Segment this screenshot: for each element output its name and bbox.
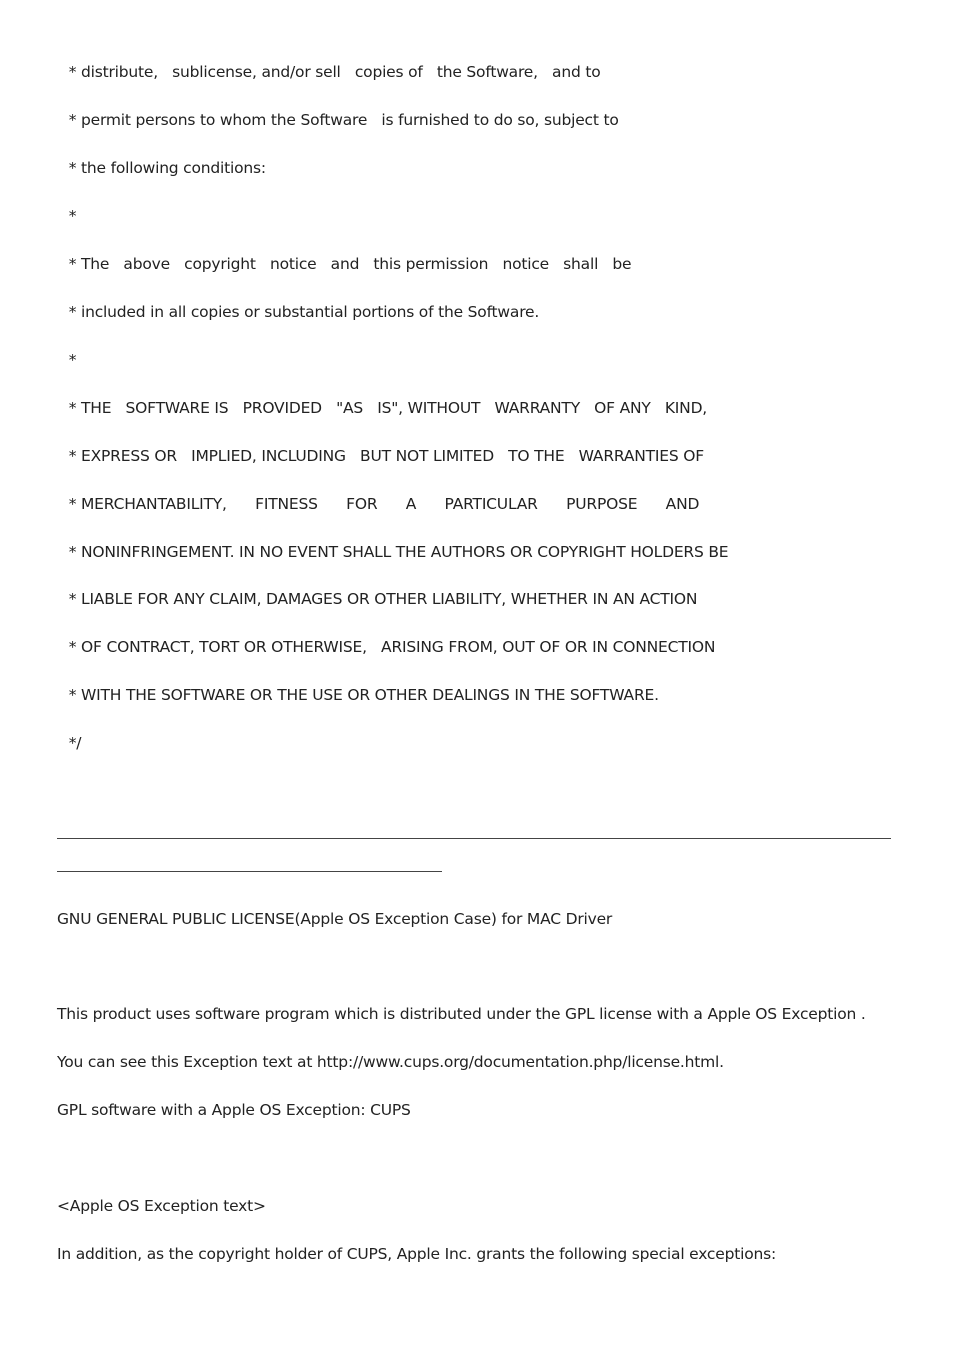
license-comment-line: * WITH THE SOFTWARE OR THE USE OR OTHER DEALINGS IN THE SOFTWARE. xyxy=(64,686,659,704)
license-comment-line: * MERCHANTABILITY, FITNESS FOR A PARTICULAR PURPOSE AND xyxy=(64,495,700,513)
separator-rule-long xyxy=(57,838,891,839)
separator-rule-short xyxy=(57,871,442,872)
license-comment-line: * distribute, sublicense, and/or sell copies of the Software, and to xyxy=(64,63,601,81)
license-comment-line: * xyxy=(64,351,77,369)
license-comment-line: */ xyxy=(64,734,82,752)
exception-intro: In addition, as the copyright holder of CUPS, Apple Inc. grants the following special exceptions: xyxy=(57,1245,777,1263)
section-paragraph-line: You can see this Exception text at http://www.cups.org/documentation.php/license.html. xyxy=(57,1053,724,1071)
license-comment-line: * OF CONTRACT, TORT OR OTHERWISE, ARISING FROM, OUT OF OR IN CONNECTION xyxy=(64,638,716,656)
license-comment-line: * included in all copies or substantial portions of the Software. xyxy=(64,303,540,321)
license-comment-line: * LIABLE FOR ANY CLAIM, DAMAGES OR OTHER LIABILITY, WHETHER IN AN ACTION xyxy=(64,590,698,608)
license-comment-line: * EXPRESS OR IMPLIED, INCLUDING BUT NOT LIMITED TO THE WARRANTIES OF xyxy=(64,447,704,465)
license-comment-line: * NONINFRINGEMENT. IN NO EVENT SHALL THE AUTHORS OR COPYRIGHT HOLDERS BE xyxy=(64,543,729,561)
exception-heading: <Apple OS Exception text> xyxy=(57,1197,266,1215)
license-comment-line: * The above copyright notice and this permission notice shall be xyxy=(64,255,632,273)
section-paragraph-line: GPL software with a Apple OS Exception: CUPS xyxy=(57,1101,411,1119)
license-comment-line: * the following conditions: xyxy=(64,159,266,177)
license-comment-line: * permit persons to whom the Software is furnished to do so, subject to xyxy=(64,111,619,129)
license-comment-line: * THE SOFTWARE IS PROVIDED "AS IS", WITHOUT WARRANTY OF ANY KIND, xyxy=(64,399,708,417)
section-paragraph-line: This product uses software program which is distributed under the GPL license with a Apple OS Exception . xyxy=(57,1005,866,1023)
license-comment-line: * xyxy=(64,207,77,225)
section-title: GNU GENERAL PUBLIC LICENSE(Apple OS Exception Case) for MAC Driver xyxy=(57,910,613,928)
